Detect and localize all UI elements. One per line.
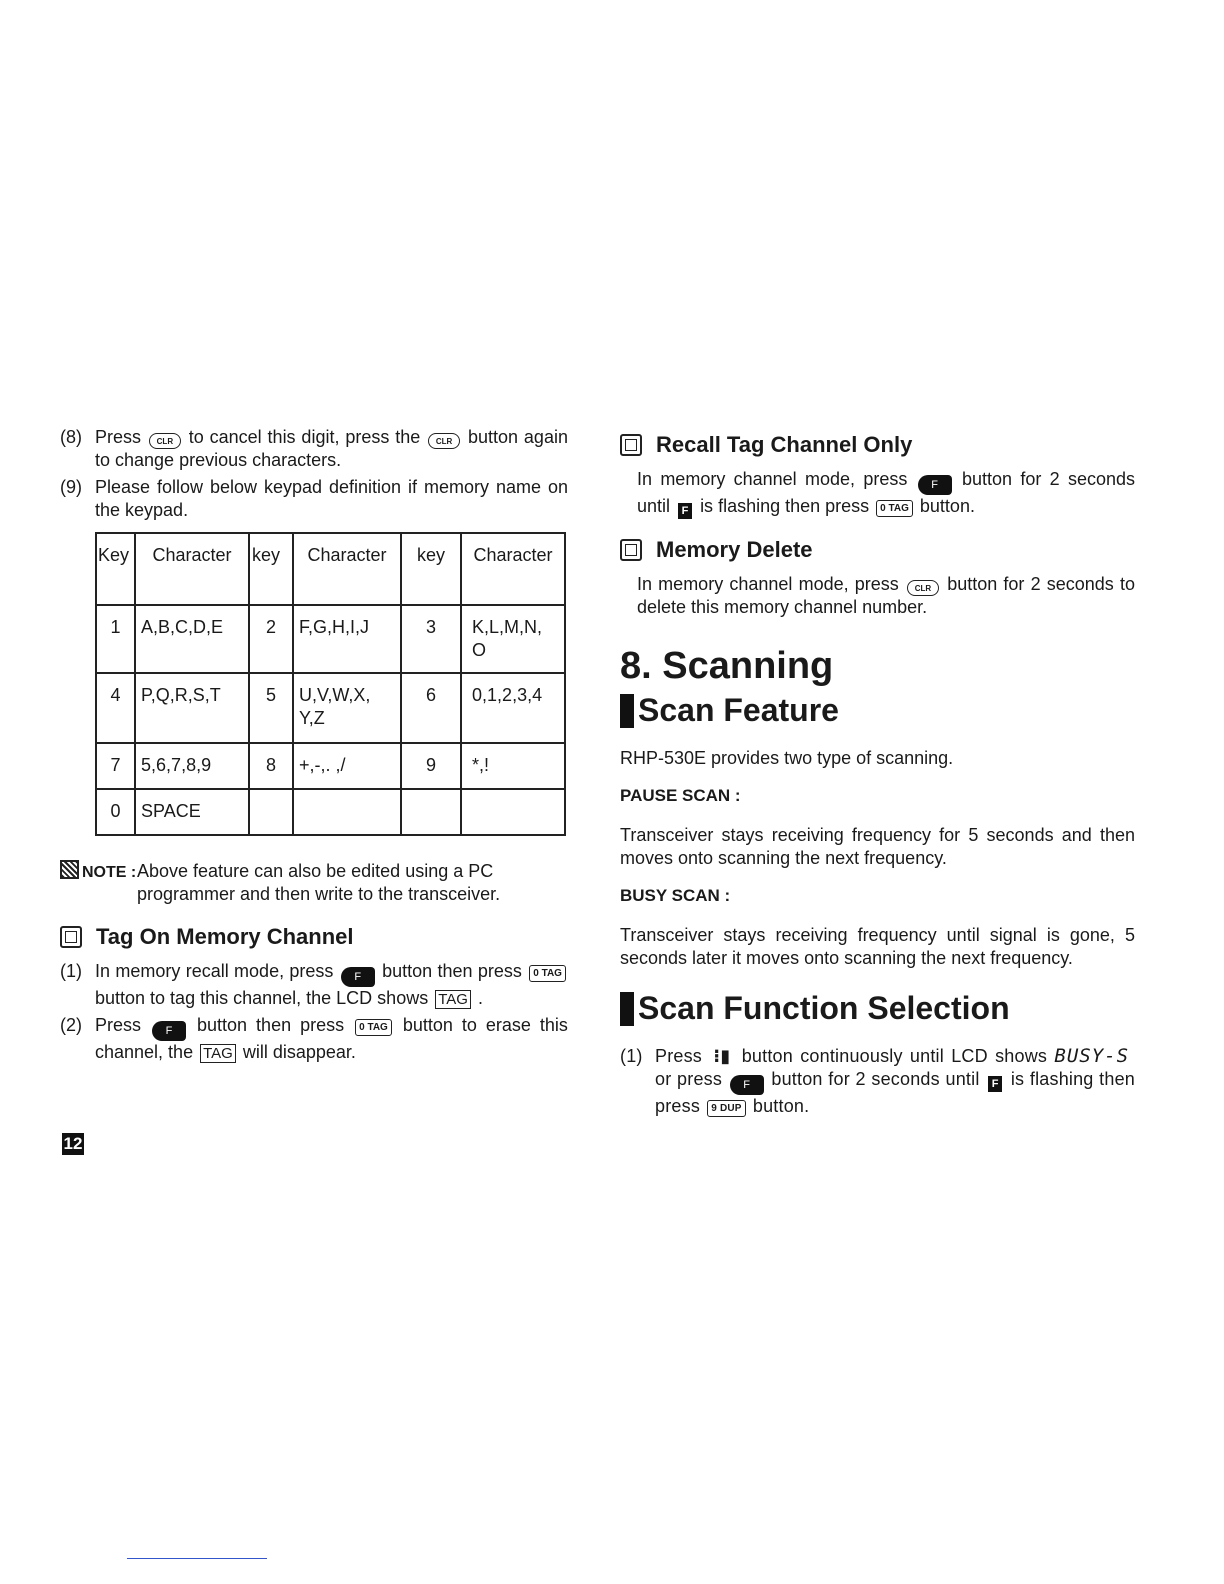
table-cell: P,Q,R,S,T — [135, 673, 249, 743]
tag-step-1 — [60, 960, 568, 1010]
table-cell: A,B,C,D,E — [135, 605, 249, 673]
note-icon — [60, 860, 79, 879]
footer-rule — [127, 1558, 267, 1559]
header-cell: Character — [461, 533, 565, 605]
dup-key-icon: 9 DUP — [707, 1100, 745, 1117]
section-heading: Recall Tag Channel Only — [620, 432, 1135, 458]
right-column — [620, 420, 1135, 1122]
table-cell: 0 — [96, 789, 135, 835]
section-heading: Tag On Memory Channel — [60, 924, 568, 950]
tag-lcd-icon: TAG — [200, 1044, 236, 1063]
busy-scan-label: BUSY SCAN : — [620, 886, 731, 905]
clr-key-icon: CLR — [149, 433, 181, 449]
scan-step-1 — [620, 1045, 1135, 1118]
tag-step-2 — [60, 1014, 568, 1064]
table-cell: F,G,H,I,J — [293, 605, 401, 673]
table-cell — [293, 789, 401, 835]
tag-key-icon: 0 TAG — [355, 1019, 392, 1036]
page-number: 12 — [63, 1134, 83, 1153]
table-cell: 4 — [96, 673, 135, 743]
f-indicator-icon: F — [988, 1076, 1002, 1092]
step-number: (8) — [60, 427, 82, 447]
step-text: In memory recall mode, press F button then press 0 TAG button to tag this channel, the LCD shows TAG . — [95, 960, 568, 1010]
section-heading: Memory Delete — [620, 537, 1135, 563]
tag-key-icon: 0 TAG — [876, 500, 913, 517]
f-key-icon: F — [918, 475, 952, 495]
recall-text: In memory channel mode, press F button for 2 seconds until F is flashing then press 0 TAG button. — [637, 469, 1135, 517]
section-title: Scan Feature — [620, 692, 1135, 729]
section-title: Scan Function Selection — [620, 990, 1135, 1027]
step-text: Press F button then press 0 TAG button to erase this channel, the TAG will disappear. — [95, 1015, 568, 1062]
block-marker-icon — [620, 694, 634, 728]
header-cell: key — [401, 533, 461, 605]
table-header-row — [96, 533, 565, 605]
left-column — [60, 426, 568, 1068]
checkbox-square-icon — [620, 434, 642, 456]
table-cell — [249, 789, 293, 835]
pause-scan-text: Transceiver stays receiving frequency for 5 seconds and then moves onto scanning the next frequency. — [620, 825, 1135, 868]
block-marker-icon — [620, 992, 634, 1026]
table-cell: 2 — [249, 605, 293, 673]
table-cell: +,-,. ,/ — [293, 743, 401, 789]
table-cell: 8 — [249, 743, 293, 789]
table-cell: U,V,W,X, Y,Z — [293, 673, 401, 743]
pause-scan-label: PAUSE SCAN : — [620, 786, 741, 805]
step-9 — [60, 476, 568, 522]
table-cell: 0,1,2,3,4 — [461, 673, 565, 743]
step-8 — [60, 426, 568, 472]
f-key-icon: F — [730, 1075, 764, 1095]
header-cell: key — [249, 533, 293, 605]
f-key-icon: F — [341, 967, 375, 987]
checkbox-square-icon — [60, 926, 82, 948]
step-number: (1) — [60, 961, 82, 981]
table-cell: SPACE — [135, 789, 249, 835]
lcd-display-text: BUSY-S — [1054, 1045, 1130, 1067]
step-number: (1) — [620, 1046, 643, 1066]
table-row — [96, 673, 565, 743]
chapter-title: 8. Scanning — [620, 645, 834, 687]
table-cell: 9 — [401, 743, 461, 789]
table-cell — [401, 789, 461, 835]
table-cell: 5,6,7,8,9 — [135, 743, 249, 789]
scan-intro: RHP-530E provides two type of scanning. — [620, 748, 954, 768]
table-row — [96, 605, 565, 673]
table-cell: 1 — [96, 605, 135, 673]
step-number: (2) — [60, 1015, 82, 1035]
f-key-icon: F — [152, 1021, 186, 1041]
scan-button-icon: ⁝▮ — [713, 1046, 731, 1066]
delete-text: In memory channel mode, press CLR button for 2 seconds to delete this memory channel number. — [637, 574, 1135, 617]
clr-key-icon: CLR — [907, 580, 939, 596]
table-row — [96, 743, 565, 789]
table-cell: 5 — [249, 673, 293, 743]
tag-key-icon: 0 TAG — [529, 965, 566, 982]
f-indicator-icon: F — [678, 503, 692, 519]
note-block — [60, 860, 568, 906]
table-cell: K,L,M,N, O — [461, 605, 565, 673]
table-row — [96, 789, 565, 835]
step-text: Press ⁝▮ button continuously until LCD shows BUSY-S or press F button for 2 seconds until F is flashing then press 9 DUP button. — [655, 1045, 1136, 1116]
header-cell: Character — [293, 533, 401, 605]
header-cell: Key — [96, 533, 135, 605]
table-cell: 7 — [96, 743, 135, 789]
step-number: (9) — [60, 477, 82, 497]
table-cell: 3 — [401, 605, 461, 673]
checkbox-square-icon — [620, 539, 642, 561]
note-text: Above feature can also be edited using a PC programmer and then write to the transceiver. — [137, 861, 501, 904]
busy-scan-text: Transceiver stays receiving frequency until signal is gone, 5 seconds later it moves onto scanning the next frequency. — [620, 925, 1135, 968]
table-cell — [461, 789, 565, 835]
tag-lcd-icon: TAG — [435, 990, 471, 1009]
clr-key-icon: CLR — [428, 433, 460, 449]
table-cell: 6 — [401, 673, 461, 743]
note-label: NOTE : — [60, 860, 137, 906]
keypad-table — [95, 532, 566, 836]
step-text: Press CLR to cancel this digit, press the CLR button again to change previous characters. — [95, 427, 568, 470]
step-text: Please follow below keypad definition if memory name on the keypad. — [95, 477, 568, 520]
table-cell: *,! — [461, 743, 565, 789]
header-cell: Character — [135, 533, 249, 605]
